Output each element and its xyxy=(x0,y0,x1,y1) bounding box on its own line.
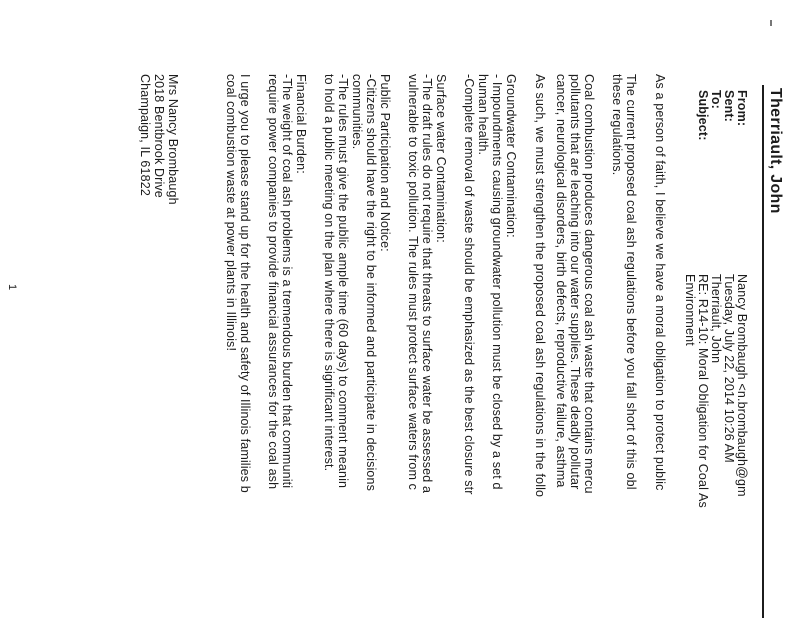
intro-paragraph-line: these regulations. xyxy=(610,74,624,176)
groundwater-line: - Impoundments causing groundwater pollution must be closed by a set d xyxy=(490,74,504,490)
subject-value-continued: Environment xyxy=(683,274,697,346)
sent-value: Tuesday, July 22, 2014 10:26 AM xyxy=(722,274,736,463)
closing-line: I urge you to please stand up for the health and safety of Illinois families b xyxy=(238,74,252,493)
subject-label: Subject: xyxy=(696,90,710,141)
financial-burden-heading: Financial Burden: xyxy=(294,74,308,174)
document-title: Therriault, John xyxy=(767,88,784,214)
intro-paragraph-line: The current proposed coal ash regulations before you fall short of this obl xyxy=(624,74,638,490)
financial-burden-line: require power companies to provide financial assurances for the coal ash xyxy=(266,74,280,490)
coal-paragraph-line: cancer, neurological disorders, birth defects, reproductive failure, asthma xyxy=(554,74,568,488)
public-participation-heading: Public Participation and Notice: xyxy=(378,74,392,252)
coal-paragraph-line: Coal combustion produces dangerous coal ash waste that contains mercu xyxy=(582,74,596,494)
surface-water-line: vulnerable to toxic pollution. The rules must protect surface waters from c xyxy=(406,74,420,491)
groundwater-line: -Complete removal of waste should be emphasized as the best closure str xyxy=(462,74,476,495)
public-participation-line: communities. xyxy=(350,74,364,150)
signature-street: 2018 Bentbrook Drive xyxy=(152,74,166,198)
to-label: To: xyxy=(709,90,723,109)
signature-name: Mrs Nancy Brombaugh xyxy=(166,74,180,205)
public-participation-line: -Citizens should have the right to be informed and participate in decisions xyxy=(364,74,378,492)
scan-speck xyxy=(770,20,772,26)
surface-water-line: -The draft rules do not require that threats to surface water be assessed a xyxy=(420,74,434,494)
coal-paragraph-line: pollutants that are leaching into our water supplies. These deadly pollutar xyxy=(568,74,582,490)
page-number: 1 xyxy=(6,284,18,291)
sent-label: Sent: xyxy=(722,90,736,122)
from-value: Nancy Brombaugh <n.brombaugh@gm xyxy=(735,274,749,497)
from-label: From: xyxy=(735,90,749,127)
subject-value: RE: R14-10: Moral Obligation for Coal As xyxy=(696,274,710,508)
signature-city: Champaign, IL 61822 xyxy=(138,74,152,196)
closing-line: coal combustion waste at power plants in Illinois! xyxy=(224,74,238,352)
intro-paragraph-line: As a person of faith, I believe we have a moral obligation to protect public xyxy=(653,74,667,491)
financial-burden-line: -The weight of coal ash problems is a tremendous burden that communiti xyxy=(280,74,294,489)
groundwater-line: human health. xyxy=(476,74,490,156)
title-rule xyxy=(762,85,764,618)
groundwater-heading: Groundwater Contamination: xyxy=(504,74,518,238)
to-value: Therriault, John xyxy=(709,274,723,364)
public-participation-line: -The rules must give the public ample time (60 days) to comment meanin xyxy=(336,74,350,489)
public-participation-line: to hold a public meeting on the plan where there is significant interest. xyxy=(322,74,336,472)
coal-paragraph-line: As such, we must strengthen the proposed coal ash regulations in the follo xyxy=(533,74,547,498)
surface-water-heading: Surface water Contamination: xyxy=(434,74,448,243)
